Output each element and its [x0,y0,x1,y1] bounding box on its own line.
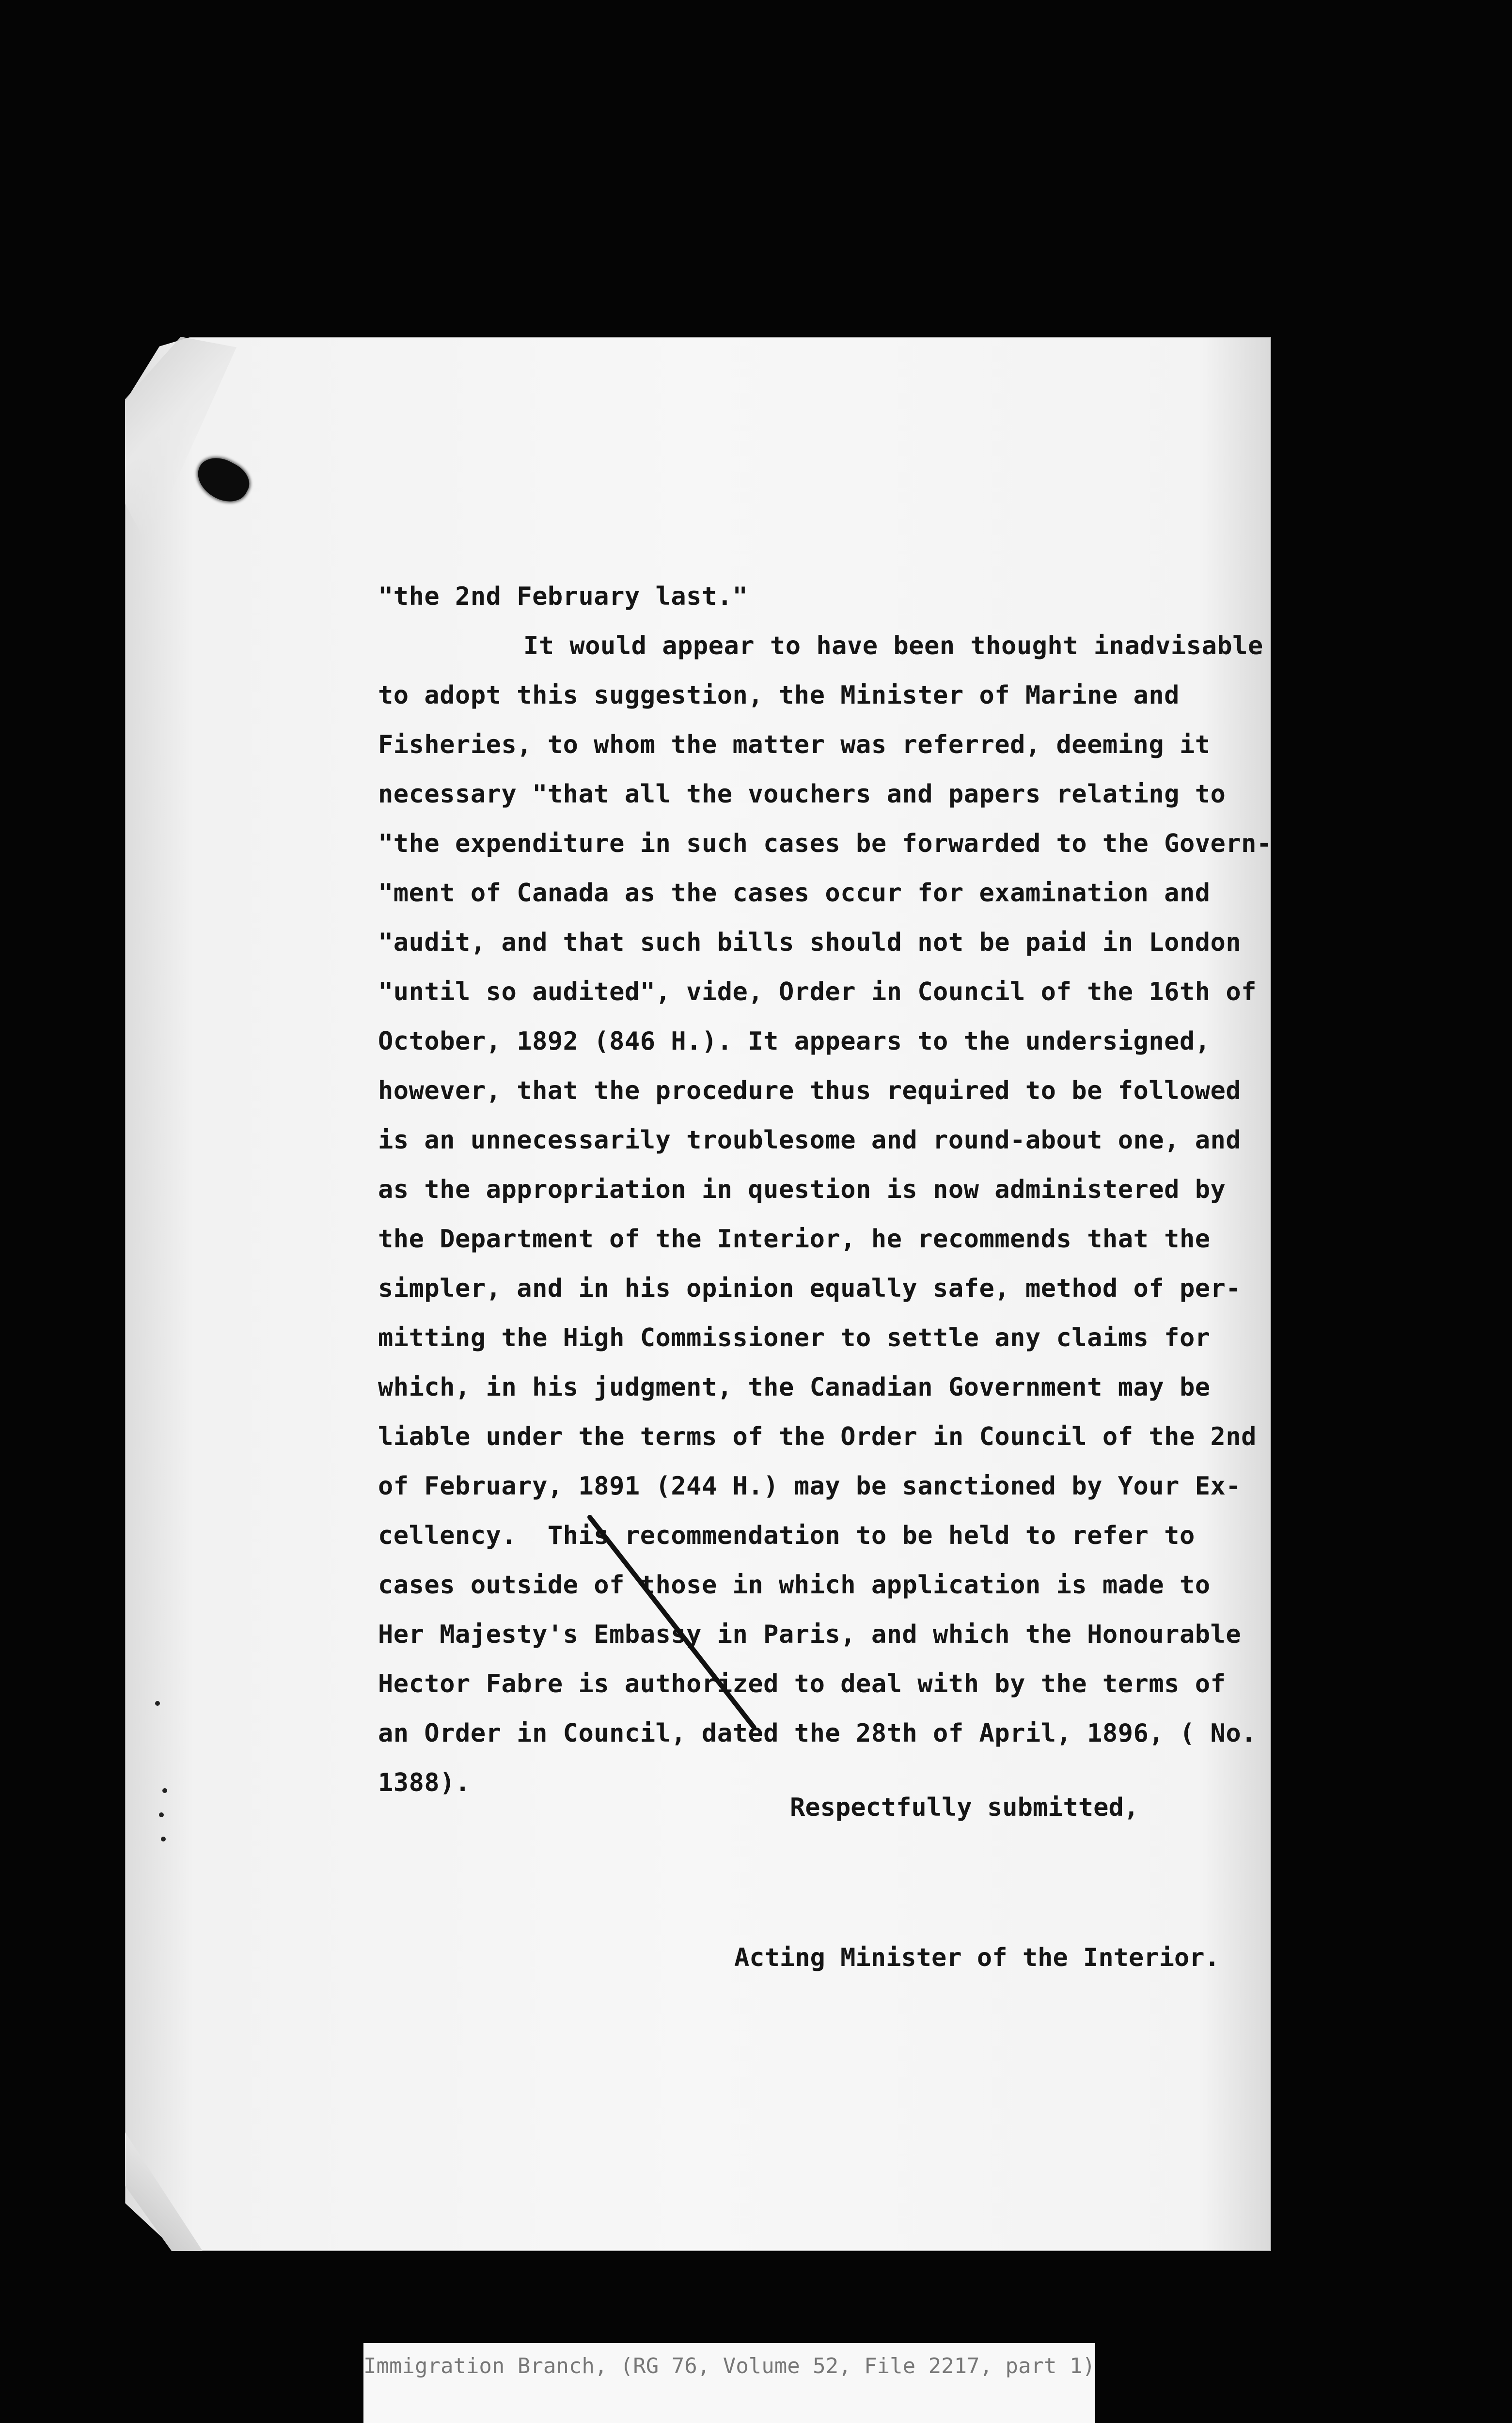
letter-line: which, in his judgment, the Canadian Government may be [378,1373,1211,1402]
letter-line: however, that the procedure thus required to be followed [378,1076,1242,1105]
speck [161,1837,166,1841]
letter-line: "until so audited", vide, Order in Council of the 16th of [378,977,1257,1007]
paper-specks [145,1696,174,1841]
letter-body [378,572,1272,1808]
letter-line: "ment of Canada as the cases occur for examination and [378,879,1211,908]
letter-line: to adopt this suggestion, the Minister of Marine and [378,681,1180,710]
letter-line: the Department of the Interior, he recommends that the [378,1225,1211,1254]
letter-line: "audit, and that such bills should not be paid in London [378,928,1242,957]
reference-slip [363,2343,1095,2423]
letter-line: cellency. This recommendation to be held to refer to [378,1521,1195,1550]
letter-line: 1388). [378,1768,471,1797]
letter-line: as the appropriation in question is now administered by [378,1175,1226,1204]
speck [155,1701,160,1706]
signature-title: Acting Minister of the Interior. [734,1943,1220,1972]
letter-line: simpler, and in his opinion equally safe, method of per- [378,1274,1242,1303]
letter-line: cases outside of those in which application is made to [378,1571,1211,1600]
letter-line: Hector Fabre is authorized to deal with by the terms of [378,1669,1226,1699]
speck [159,1812,164,1817]
letter-line: is an unnecessarily troublesome and round-about one, and [378,1126,1242,1155]
letter-line: October, 1892 (846 H.). It appears to the undersigned, [378,1027,1211,1056]
reference-text: Immigration Branch, (RG 76, Volume 52, File 2217, part 1) [363,2354,1095,2378]
letter-line: an Order in Council, dated the 28th of April, 1896, ( No. [378,1719,1257,1748]
letter-line: "the expenditure in such cases be forwarded to the Govern- [378,829,1272,858]
closing-line: Respectfully submitted, [790,1793,1139,1822]
letter-line: It would appear to have been thought inadvisable [523,631,1263,661]
letter-line: necessary "that all the vouchers and papers relating to [378,780,1226,809]
letter-line: "the 2nd February last." [378,582,748,611]
letter-line: of February, 1891 (244 H.) may be sanctioned by Your Ex- [378,1472,1242,1501]
letter-line: liable under the terms of the Order in Council of the 2nd [378,1422,1257,1451]
letter-line: mitting the High Commissioner to settle any claims for [378,1323,1211,1353]
speck [162,1788,167,1793]
letter-line: Fisheries, to whom the matter was referred, deeming it [378,730,1211,759]
letter-line: Her Majesty's Embassy in Paris, and which the Honourable [378,1620,1242,1649]
